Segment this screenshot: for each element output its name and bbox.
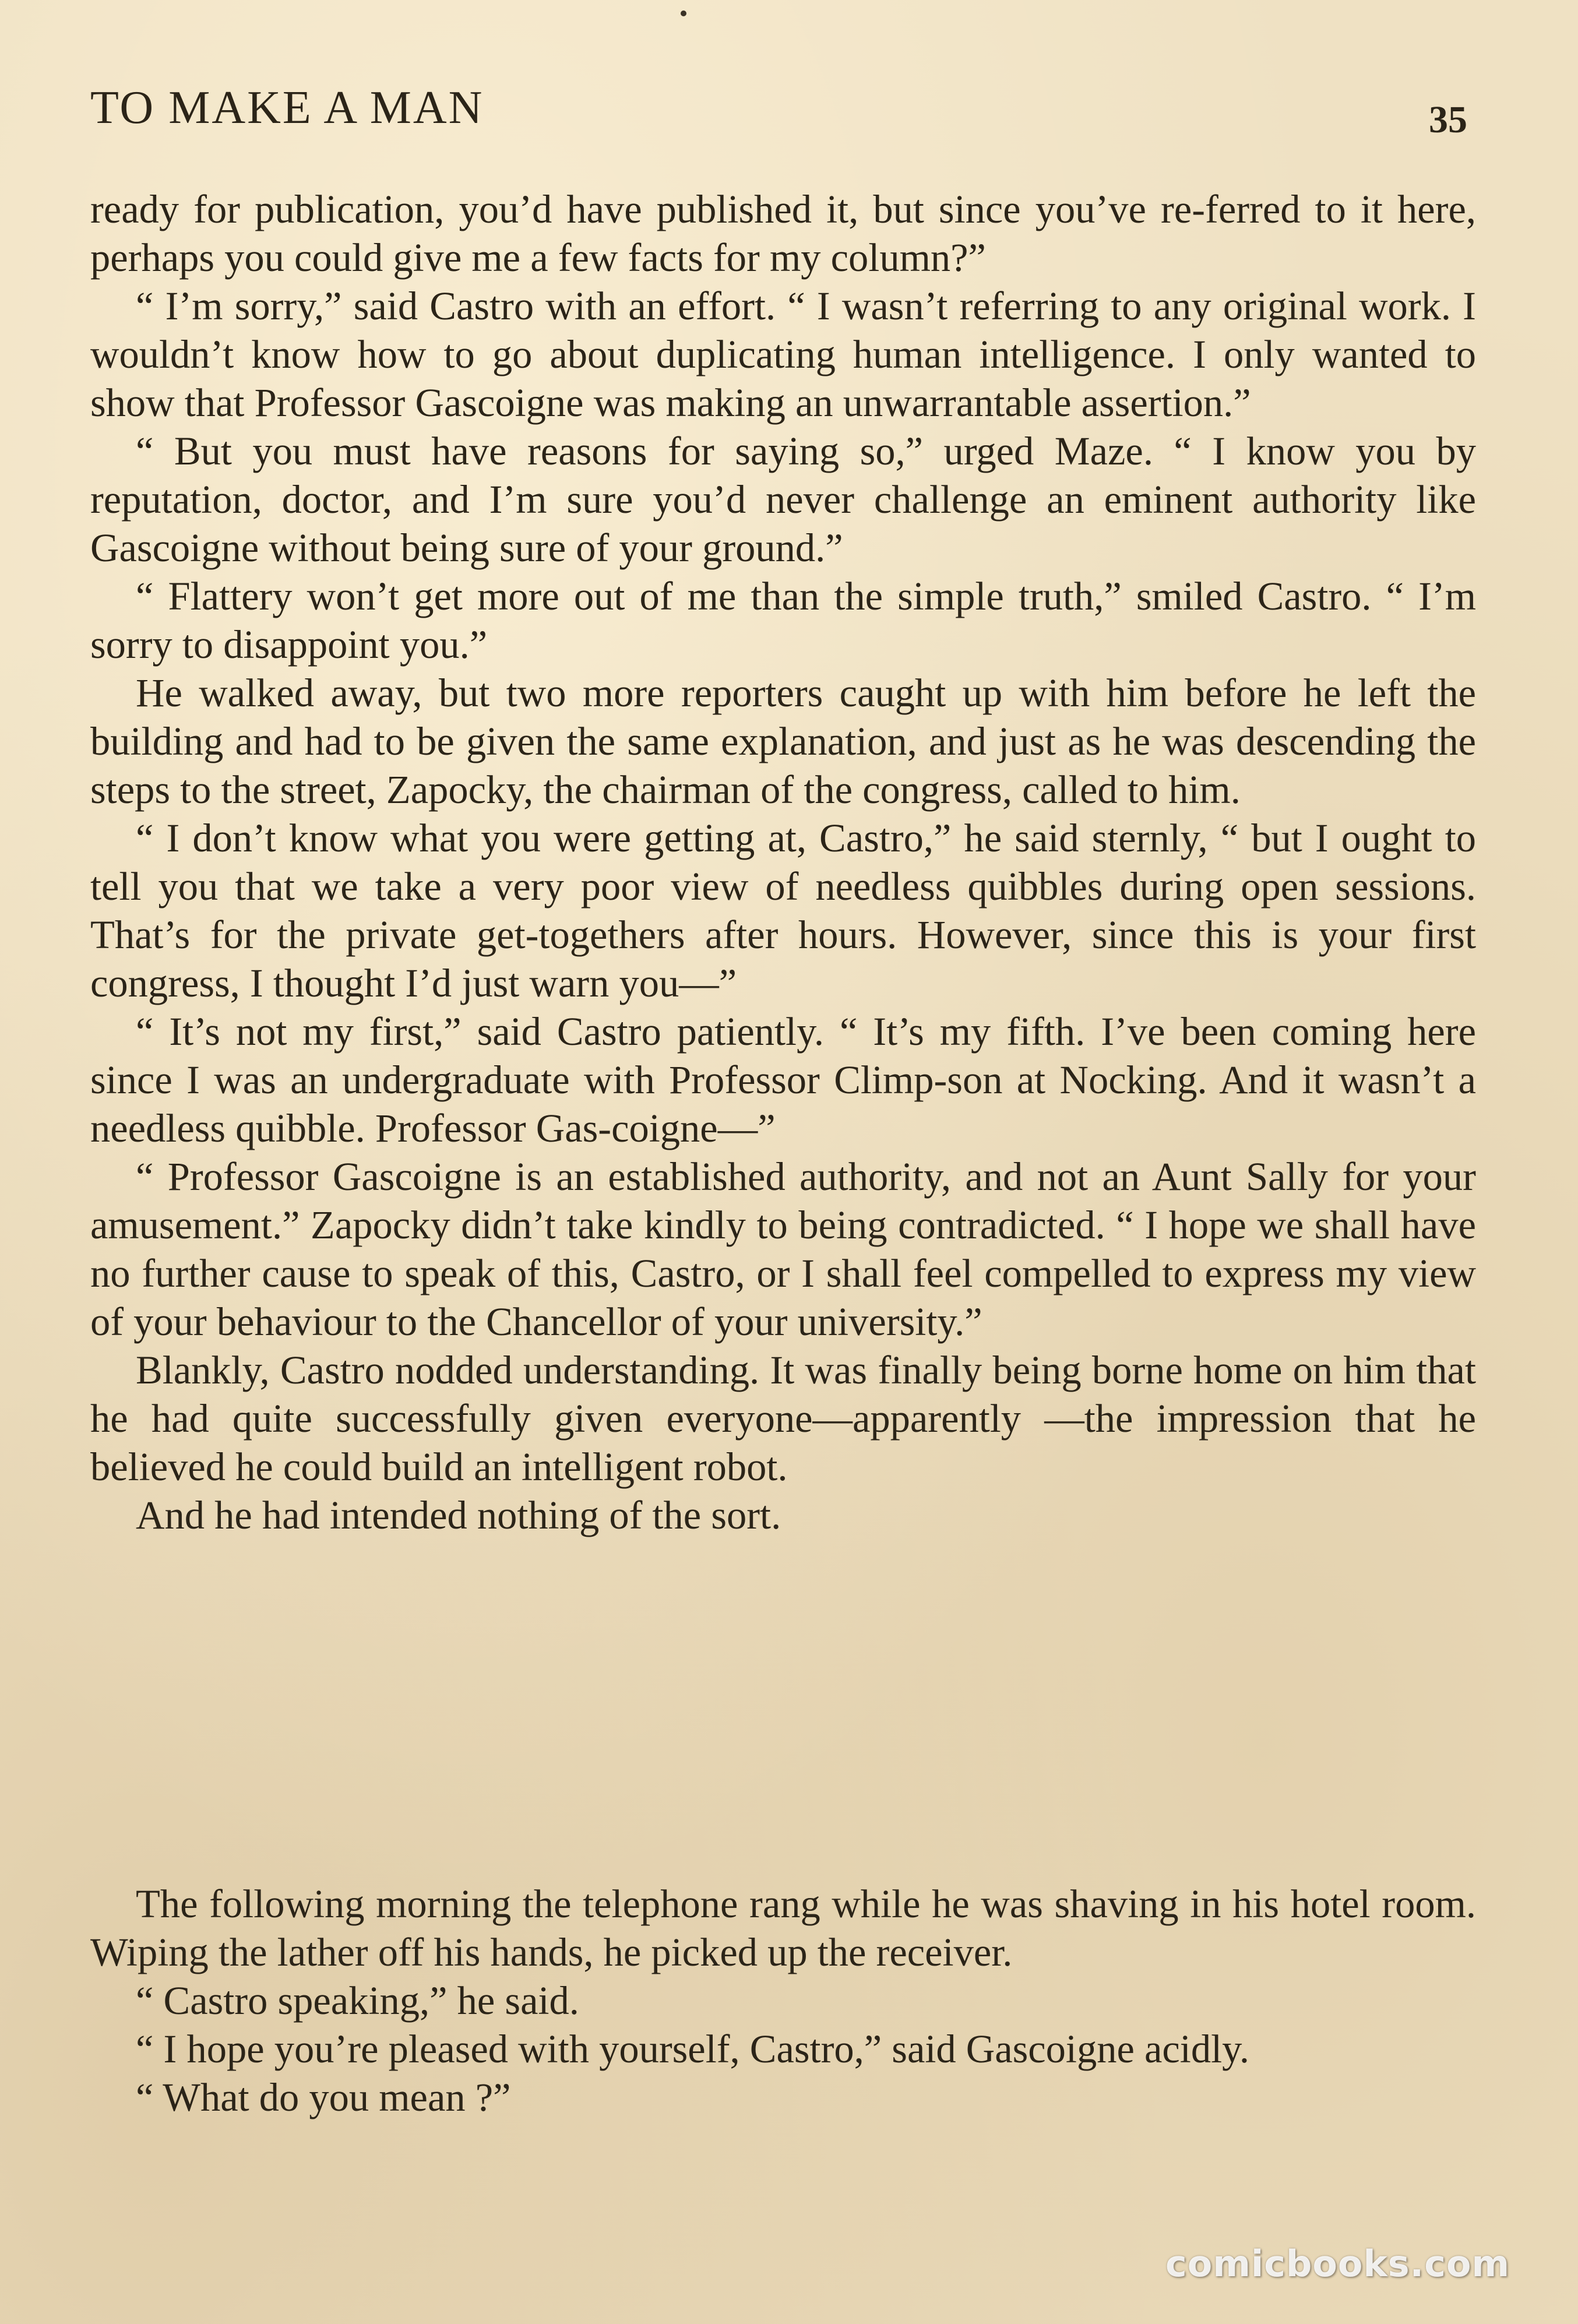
body-text-section-2 [90,1880,1476,2122]
paragraph: “ What do you mean ?” [136,2075,511,2119]
paragraph: “ Flattery won’t get more out of me than the simple truth,” smiled Castro. “ I’m sorry to disappoint you.” [90,574,1476,667]
paragraph: “ I’m sorry,” said Castro with an effort. “ I wasn’t referring to any original work. I wouldn’t know how to go about duplicating human intelligence. I only wanted to show that Professor Gascoigne was making an unwarrantable assertion.” [90,284,1476,425]
paragraph: Blankly, Castro nodded understanding. It was finally being borne home on him that he had quite successfully given everyone—apparently —the impression that he believed he could build an intelligent robot. [90,1348,1476,1489]
paragraph: “ But you must have reasons for saying so,” urged Maze. “ I know you by reputation, doctor, and I’m sure you’d never challenge an eminent authority like Gascoigne without being sure of your ground.” [90,429,1476,570]
paragraph: “ It’s not my first,” said Castro patiently. “ It’s my fifth. I’ve been coming here since I was an undergraduate with Professor Climp-son at Nocking. And it wasn’t a needless quibble. Professor Gas-coigne—” [90,1009,1476,1150]
paragraph: “ I don’t know what you were getting at, Castro,” he said sternly, “ but I ought to tell you that we take a very poor view of needless quibbles during open sessions. That’s for the private get-togethers after hours. However, since this is your first congress, I thought I’d just warn you—” [90,816,1476,1005]
paragraph: “ Castro speaking,” he said. [136,1978,579,2023]
paragraph: ready for publication, you’d have published it, but since you’ve re-ferred to it here, perhaps you could give me a few facts for my column?” [90,187,1476,280]
paragraph: The following morning the telephone rang while he was shaving in his hotel room. Wiping the lather off his hands, he picked up the receiver. [90,1882,1476,1974]
page-number: 35 [1429,98,1467,141]
paragraph: He walked away, but two more reporters caught up with him before he left the building and had to be given the same explanation, and just as he was descending the steps to the street, Zapocky, the chairman of the congress, called to him. [90,671,1476,812]
watermark: comicbooks.com [1165,2242,1510,2285]
ink-speck [681,10,686,16]
paragraph: “ I hope you’re pleased with yourself, Castro,” said Gascoigne acidly. [136,2027,1250,2071]
body-text-section-1 [90,185,1476,1540]
paragraph: “ Professor Gascoigne is an established authority, and not an Aunt Sally for your amusement.” Zapocky didn’t take kindly to being contradicted. “ I hope we shall have no further cause to speak of this, Castro, or I shall feel compelled to express my view of your behaviour to the Chancellor of your university.” [90,1154,1476,1344]
paragraph: And he had intended nothing of the sort. [136,1493,781,1537]
running-title: TO MAKE A MAN [90,82,484,133]
